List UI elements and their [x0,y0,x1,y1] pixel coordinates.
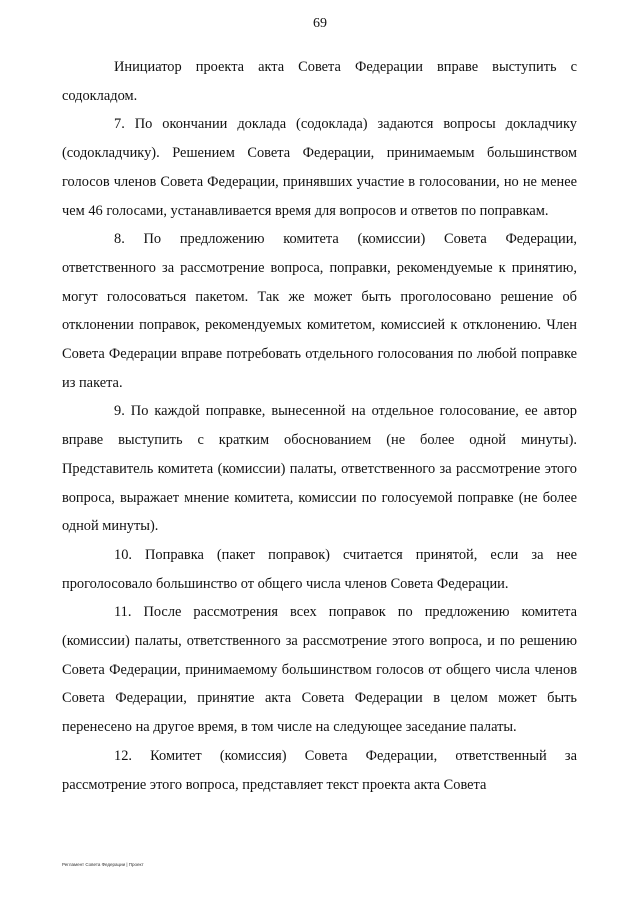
paragraph-12: 12. Комитет (комиссия) Совета Федерации, ответственный за рассмотрение этого вопроса, представляет текст проекта акта Совета [62,747,577,793]
document-body [62,53,577,799]
paragraph-initiator: Инициатор проекта акта Совета Федерации вправе выступить с содокладом. [62,59,577,104]
paragraph-11: 11. После рассмотрения всех поправок по предложению комитета (комиссии) палаты, ответственного за рассмотрение этого вопроса, и по решению Совета Федерации, принимаемому большинством голосов от общего числа членов Совета Федерации, принятие акта Совета Федерации в целом может быть перенесено на другое время, в том числе на следующее заседание палаты. [62,604,577,736]
paragraph-9: 9. По каждой поправке, вынесенной на отдельное голосование, ее автор вправе выступить с кратким обоснованием (не более одной минуты). Представитель комитета (комиссии) палаты, ответственного за рассмотрение этого вопроса, выражает мнение комитета, комиссии по голосуемой поправке (не более одной минуты). [62,403,577,535]
paragraph-8: 8. По предложению комитета (комиссии) Совета Федерации, ответственного за рассмотрение вопроса, поправки, рекомендуемые к принятию, могут голосоваться пакетом. Так же может быть проголосовано решение об отклонении поправок, рекомендуемых комитетом, комиссией к отклонению. Член Совета Федерации вправе потребовать отдельного голосования по любой поправке из пакета. [62,231,577,391]
page-footer: Регламент Совета Федерации | Проект [62,862,144,867]
paragraph-7: 7. По окончании доклада (содоклада) задаются вопросы докладчику (содокладчику). Решением Совета Федерации, принимаемым большинством голосов членов Совета Федерации, принявших участие в голосовании, но не менее чем 46 голосами, устанавливается время для вопросов и ответов по поправкам. [62,116,577,219]
page-number: 69 [313,16,327,31]
paragraph-10: 10. Поправка (пакет поправок) считается принятой, если за нее проголосовало большинство от общего числа членов Совета Федерации. [62,546,577,592]
